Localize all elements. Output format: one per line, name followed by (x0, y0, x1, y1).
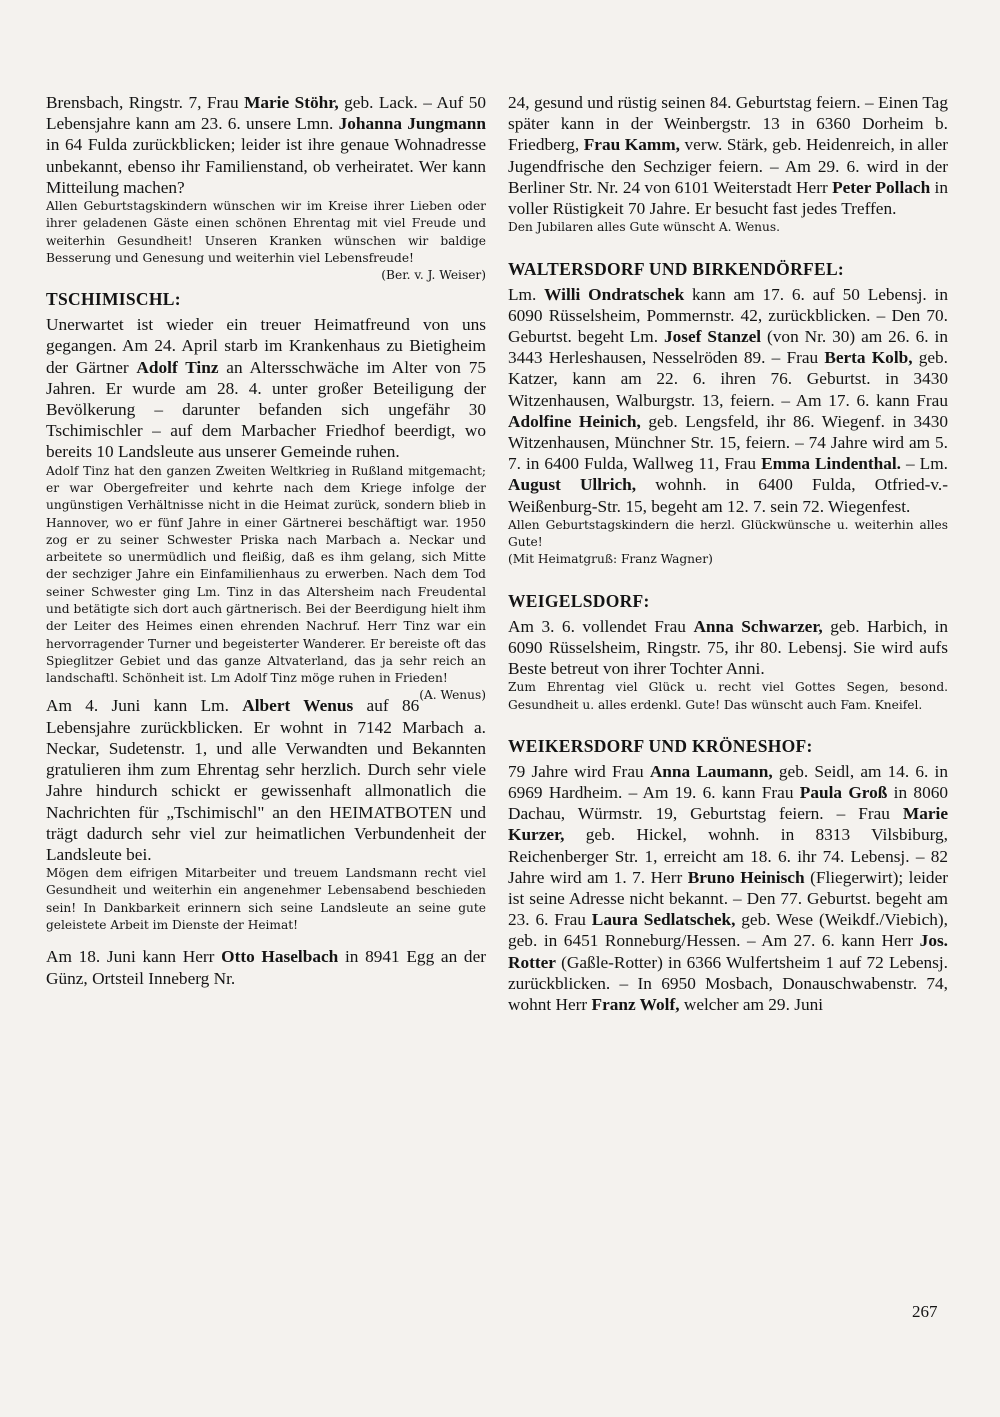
bold-name: Willi Ondratschek (544, 284, 685, 304)
bold-name: Marie Kurzer, (508, 804, 948, 845)
intro-signature: (Ber. v. J. Weiser) (381, 268, 486, 283)
bold-name: Frau Kamm, (583, 135, 680, 155)
tinz-obituary: Unerwartet ist wieder ein treuer Heimatfreund von uns gegangen. Am 24. April starb im Krankenhaus zu Bietigheim der Gärtner Adolf Tinz an Altersschwäche im Alter von 75 Jahren. Er wurde am 28. 4. unter großer Beteiligung der Bevölkerung – darunter befanden sich ungefähr 30 Tschimischler – auf dem Marbacher Friedhof beerdigt, wo bereits 10 Landsleute aus unserer Gemeinde ruhen. (46, 315, 487, 462)
heading-waltersdorf: WALTERSDORF UND BIRKENDÖRFEL: (508, 258, 845, 279)
left-column (46, 92, 486, 989)
bold-name: Albert Wenus (242, 696, 354, 716)
bold-name: August Ullrich, (508, 475, 637, 495)
bold-name: Franz Wolf, (591, 995, 680, 1015)
bold-name: Peter Pollach (832, 177, 931, 197)
bold-name: Anna Schwarzer, (693, 616, 823, 636)
heading-weigelsdorf: WEIGELSDORF: (508, 590, 650, 611)
bold-name: Bruno Heinisch (687, 867, 805, 887)
bold-name: Berta Kolb, (824, 348, 913, 368)
continued-wishes: Den Jubilaren alles Gute wünscht A. Wenus. (508, 220, 780, 235)
tinz-details: Adolf Tinz hat den ganzen Zweiten Weltkrieg in Rußland mitgemacht; er war Obergefreiter und kehrte nach dem Kriege infolge der ungünstigen Verhältnisse nicht in die Heimat zurück, sondern blieb in Hannover, wo er fünf Jahre in einer Gärtnerei beschäftigt war. 1950 zog er zu seiner Schwester Priska nach Marbach a. Neckar und arbeitete so unermüdlich und fleißig, daß es ihm gelang, sich Mitte der sechziger Jahre ein Einfamilienhaus zu erwerben. Nach dem Tod seiner Schwester ging Lm. Tinz in das Altersheim nach Freudental und betätigte sich dort auch gärtnerisch. Bei der Beerdigung hielt ihm der Leiter des Heimes einen ehrenden Nachruf. Herr Tinz war ein hervorragender Turner und begeisterter Wanderer. Er bereiste oft das Spieglitzer Gebiet und das ganze Altvaterland, das ja sehr reich an landschaftl. Schönheit ist. Lm Adolf Tinz möge ruhen in Frieden! (A. Wenus) (46, 463, 486, 688)
wenus-wishes: Mögen dem eifrigen Mitarbeiter und treuem Landsmann recht viel Gesundheit und weiterhin ein angenehmer Lebensabend beschieden sein! In Dankbarkeit erinnern sich seine Landsleute an seine gute geleistete Arbeit im Dienste der Heimat! (46, 866, 486, 932)
heading-tschimischl: TSCHIMISCHL: (46, 289, 181, 310)
weikersdorf-paragraph: 79 Jahre wird Frau Anna Laumann, geb. Seidl, am 14. 6. in 6969 Hardheim. – Am 19. 6. kann Frau Paula Groß in 8060 Dachau, Würmstr. 19, Geburtstag feiern. – Frau Marie Kurzer, geb. Hickel, wohnh. in 8313 Vilsbiburg, Reichenberger Str. 1, erreicht am 18. 6. ihr 74. Lebensj. – 82 Jahre wird am 1. 7. Herr Bruno Heinisch (Fliegerwirt); leider ist seine Adresse nicht bekannt. – Den 77. Geburtst. begeht am 23. 6. Frau Laura Sedlatschek, geb. Wese (Weikdf./Viebich), geb. in 6451 Ronneburg/Hessen. – Am 27. 6. kann Herr Jos. Rotter (Gaßle-Rotter) in 6366 Wulfertsheim 1 auf 72 Lebensj. zurückblicken. – In 6950 Mosbach, Donauschwabenstr. 74, wohnt Herr Franz Wolf, welcher am 29. Juni (508, 761, 948, 1015)
waltersdorf-signature: (Mit Heimatgruß: Franz Wagner) (508, 552, 713, 567)
bold-name: Emma Lindenthal. (761, 454, 901, 474)
intro-wishes: Allen Geburtstagskindern wünschen wir im Kreise ihrer Lieben oder ihrer geladenen Gäste einen schönen Ehrentag mit viel Freude und weiterhin Gesundheit! Unseren Kranken wünschen wir baldige Besserung und Genesung und weiterhin viel Lebensfreude! (Ber. v. J. Weiser) (46, 198, 486, 267)
bold-name: Josef Stanzel (663, 326, 762, 346)
intro-paragraph: Brensbach, Ringstr. 7, Frau Marie Stöhr, geb. Lack. – Auf 50 Lebensjahre kann am 23. 6. unsere Lmn. Johanna Jungmann in 64 Fulda zurückblicken; leider ist ihre genaue Wohnadresse unbekannt, ebenso ihr Familienstand, ob verheiratet. Wer kann Mitteilung machen? (46, 93, 487, 197)
bold-name: Paula Groß (799, 783, 888, 803)
tinz-signature: (A. Wenus) (419, 688, 486, 703)
weigelsdorf-wishes: Zum Ehrentag viel Glück u. recht viel Gottes Segen, besond. Gesundheit u. alles erdenkl. Gute! Das wünscht auch Fam. Kneifel. (508, 680, 948, 712)
waltersdorf-paragraph: Lm. Willi Ondratschek kann am 17. 6. auf 50 Lebensj. in 6090 Rüsselsheim, Pommernstr. 42, zurückblicken. – Den 70. Geburtst. begeht Lm. Josef Stanzel (von Nr. 30) am 26. 6. in 3443 Herleshausen, Nesselröden 89. – Frau Berta Kolb, geb. Katzer, kann am 22. 6. ihren 76. Geburtst. in 3430 Witzenhausen, Walburgstr. 13, feiern. – Am 17. 6. kann Frau Adolfine Heinich, geb. Lengsfeld, ihr 86. Wiegenf. in 3430 Witzenhausen, Münchner Str. 15, feiern. – 74 Jahre wird am 5. 7. in 6400 Fulda, Wallweg 11, Frau Emma Lindenthal. – Lm. August Ullrich, wohnh. in 6400 Fulda, Otfried-v.-Weißenburg-Str. 15, begeht am 12. 7. sein 72. Wiegenfest. (508, 284, 949, 516)
page-number: 267 (912, 1302, 938, 1321)
bold-name: Anna Laumann, (649, 761, 773, 781)
waltersdorf-wishes: Allen Geburtstagskindern die herzl. Glückwünsche u. weiterhin alles Gute! (508, 517, 948, 550)
heading-weikersdorf: WEIKERSDORF UND KRÖNESHOF: (508, 735, 813, 756)
bold-name: Laura Sedlatschek, (591, 910, 736, 930)
continued-paragraph: 24, gesund und rüstig seinen 84. Geburtstag feiern. – Einen Tag später kann in der Weinbergstr. 13 in 6360 Dorheim b. Friedberg, Frau Kamm, verw. Stärk, geb. Heidenreich, in aller Jugendfrische den Sechziger feiern. – Am 29. 6. wird in der Berliner Str. Nr. 24 von 6101 Weiterstadt Herr Peter Pollach in voller Rüstigkeit 70 Jahre. Er besucht fast jedes Treffen. (508, 93, 949, 219)
bold-name: Jos. Rotter (508, 931, 948, 972)
weigelsdorf-paragraph: Am 3. 6. vollendet Frau Anna Schwarzer, geb. Harbich, in 6090 Rüsselsheim, Ringstr. 75, ihr 80. Lebensj. Sie wird aufs Beste betreut von ihrer Tochter Anni. (508, 616, 948, 679)
right-column (508, 92, 948, 1015)
bold-name: Adolfine Heinich, (508, 411, 641, 431)
bold-name: Johanna Jungmann (338, 114, 486, 134)
bold-name: Marie Stöhr, (244, 93, 339, 112)
haselbach-birthday: Am 18. Juni kann Herr Otto Haselbach in 8941 Egg an der Günz, Ortsteil Inneberg Nr. (46, 947, 487, 988)
wenus-birthday: Am 4. Juni kann Lm. Albert Wenus auf 86 Lebensjahre zurückblicken. Er wohnt in 7142 Marbach a. Neckar, Sudetenstr. 1, und alle Verwandten und Bekannten gratulieren ihm zum Ehrentag sehr herzlich. Durch sehr viele Jahre hindurch schickt er gewissenhaft allmonatlich die Nachrichten für „Tschimischl" an den HEIMATBOTEN und trägt dadurch sehr viel zur heimatlichen Verbundenheit der Landsleute bei. (46, 696, 486, 864)
bold-name: Adolf Tinz (136, 357, 219, 377)
bold-name: Otto Haselbach (221, 947, 339, 967)
